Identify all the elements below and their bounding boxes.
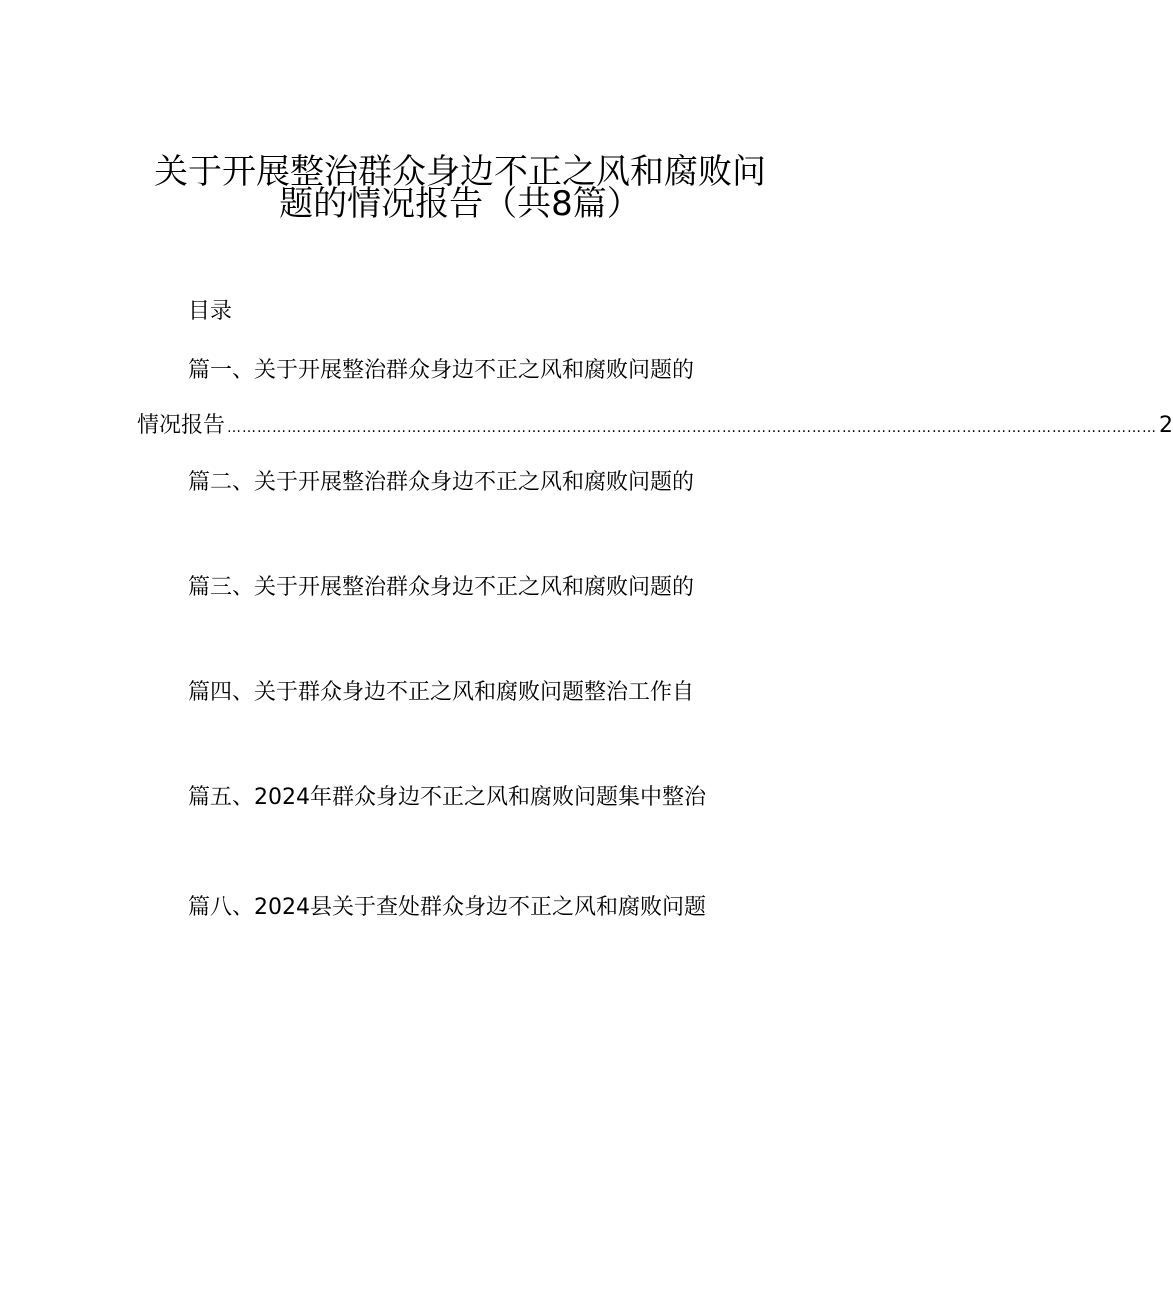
toc-entry-3[interactable]: 篇三、关于开展整治群众身边不正之风和腐败问题的 — [188, 575, 695, 600]
toc-leader-dots: …………………………………………………………………………………………………………………………………………………………………… — [227, 420, 1158, 436]
toc-entry-1-page-number: 2 — [1159, 413, 1173, 438]
toc-heading: 目录 — [188, 299, 233, 324]
toc-entry-1-continuation[interactable] — [137, 410, 1173, 444]
toc-entry-5[interactable]: 篇五、2024年群众身边不正之风和腐败问题集中整治 — [188, 785, 706, 810]
document-title-line-2: 题的情况报告（共8篇） — [279, 184, 641, 224]
toc-entry-1-continuation-text: 情况报告 — [137, 413, 226, 438]
toc-entry-2[interactable]: 篇二、关于开展整治群众身边不正之风和腐败问题的 — [188, 470, 695, 495]
document-title-line-1: 关于开展整治群众身边不正之风和腐败问 — [154, 152, 766, 192]
toc-entry-1[interactable]: 篇一、关于开展整治群众身边不正之风和腐败问题的 — [188, 358, 695, 383]
toc-entry-4[interactable]: 篇四、关于群众身边不正之风和腐败问题整治工作自 — [188, 680, 695, 705]
toc-entry-6[interactable]: 篇八、2024县关于查处群众身边不正之风和腐败问题 — [188, 895, 706, 920]
